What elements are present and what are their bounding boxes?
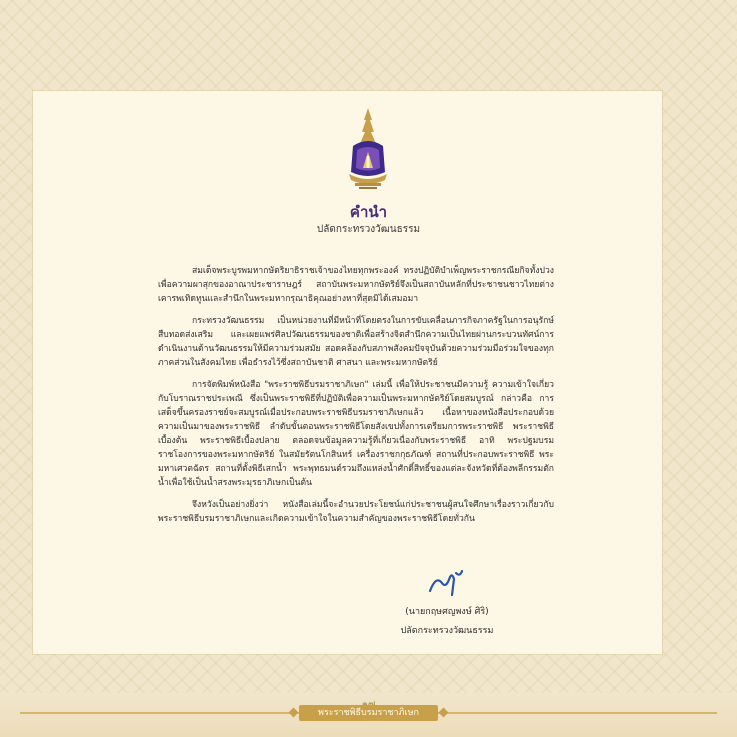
document-title: คำนำ <box>349 203 388 221</box>
signer-title: ปลัดกระทรวงวัฒนธรรม <box>400 626 494 636</box>
document-subtitle: ปลัดกระทรวงวัฒนธรรม <box>316 224 421 235</box>
footer-book-title: พระราชพิธีบรมราชาภิเษก <box>299 705 438 721</box>
paragraph: สมเด็จพระบูรพมหากษัตริยาธิราชเจ้าของไทยทุกพระองค์ ทรงปฏิบัติบำเพ็ญพระราชกรณียกิจทั้งปวงเพื่อความผาสุกของอาณาประชาราษฎร์ สถาบันพระมหากษัตริย์จึงเป็นสถาบันหลักที่ประชาชนชาวไทยต่างเคารพเทิดทูนและสำนึกในพระมหากรุณาธิคุณอย่างหาที่สุดมิได้เสมอมา <box>158 266 554 304</box>
footer-line-right <box>438 712 717 714</box>
preface-body <box>158 264 554 534</box>
paragraph: จึงหวังเป็นอย่างยิ่งว่า หนังสือเล่มนี้จะอำนวยประโยชน์แก่ประชาชนผู้สนใจศึกษาเรื่องราวเกี่ยวกับพระราชพิธีบรมราชาภิเษกและเกิดความเข้าใจในความสำคัญของพระราชพิธีโดยทั่วกัน <box>158 500 554 524</box>
signer-name: (นายกฤษศญพงษ์ ศิริ) <box>405 607 489 617</box>
paragraph: กระทรวงวัฒนธรรม เป็นหน่วยงานที่มีหน้าที่โดยตรงในการขับเคลื่อนภารกิจภาครัฐในการอนุรักษ์ สืบทอดส่งเสริม และเผยแพร่ศิลปวัฒนธรรมของชาติเพื่อสร้างจิตสำนึกความเป็นไทยผ่านกระบวนทัศน์การดำเนินงานด้านวัฒนธรรมให้มีความร่วมสมัย สอดคล้องกับสภาพสังคมปัจจุบันด้วยความร่วมมือร่วมใจของทุกภาคส่วนในสังคมไทย เพื่อธำรงไว้ซึ่งสถาบันชาติ ศาสนา และพระมหากษัตริย์ <box>158 316 554 368</box>
footer-line-left <box>20 712 299 714</box>
paragraph: การจัดพิมพ์หนังสือ "พระราชพิธีบรมราชาภิเษก" เล่มนี้ เพื่อให้ประชาชนมีความรู้ ความเข้าใจเกี่ยวกับโบราณราชประเพณี ซึ่งเป็นพระราชพิธีที่ปฏิบัติเพื่อความเป็นพระมหากษัตริย์โดยสมบูรณ์ กล่าวคือ การเสด็จขึ้นครองราชย์จะสมบูรณ์เมื่อประกอบพระราชพิธีบรมราชาภิเษกแล้ว เนื้อหาของหนังสือประกอบด้วย ความเป็นมาของพระราชพิธี ลำดับขั้นตอนพระราชพิธีโดยสังเขปทั้งการเตรียมการพระราชพิธี พระราชพิธีเบื้องต้น พระราชพิธีเบื้องปลาย ตลอดจนข้อมูลความรู้ที่เกี่ยวเนื่องกับพระราชพิธี อาทิ พระปฐมบรมราชโองการของพระมหากษัตริย์ ในสมัยรัตนโกสินทร์ เครื่องราชกกุธภัณฑ์ สถานที่ประกอบพระราชพิธี พระมหาเศวตฉัตร สถานที่ตั้งพิธีเสกน้ำ พระพุทธมนต์รวมถึงแหล่งน้ำศักดิ์สิทธิ์ของแต่ละจังหวัดที่ต้องพลีกรรมตักน้ำเพื่อใช้เป็นน้ำสรงพระมุรธาภิเษกเป็นต้น <box>158 380 554 488</box>
handwritten-signature-icon <box>426 569 466 597</box>
ministry-of-culture-emblem-icon <box>343 106 393 192</box>
